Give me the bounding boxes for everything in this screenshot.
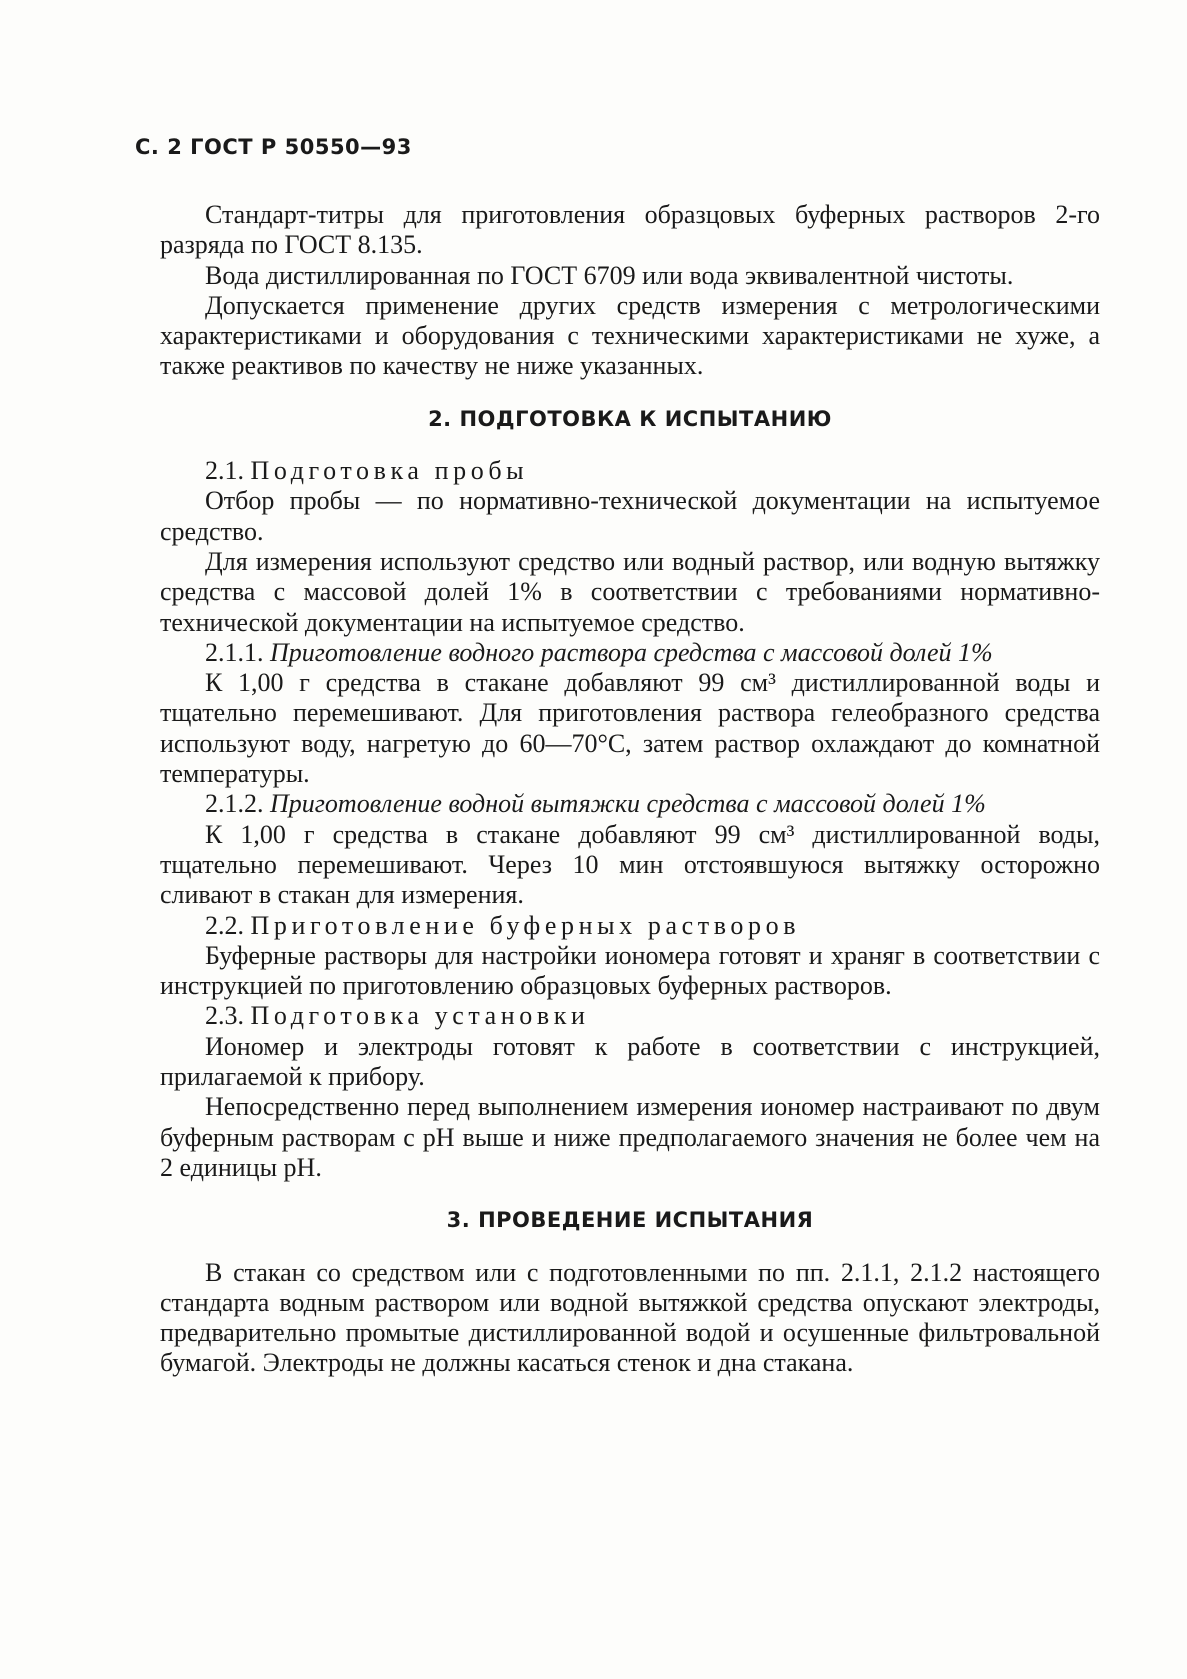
subsection-2-1-2-heading xyxy=(160,789,1100,819)
subsection-number: 2.2. xyxy=(205,910,244,940)
intro-paragraph-3: Допускается применение других средств измерения с метрологическими характеристиками и оборудования с техническими характеристиками не хуже, а также реактивов по качеству не ниже указанных. xyxy=(160,290,1100,381)
paragraph-2-3-b: Непосредственно перед выполнением измерения иономер настраивают по двум буферным растворам с рН выше и ниже предполагаемого значения не более чем на 2 единицы рН. xyxy=(160,1092,1100,1182)
section-2-title: 2. ПОДГОТОВКА К ИСПЫТАНИЮ xyxy=(428,406,832,431)
paragraph-2-1-1: К 1,00 г средства в стакане добавляют 99 см³ дистиллированной воды и тщательно перемешивают. Для приготовления раствора гелеобразного средства используют воду, нагретую до 60—70°С, затем раствор охлаждают до комнатной температуры. xyxy=(160,668,1100,789)
intro-paragraph-2: Вода дистиллированная по ГОСТ 6709 или вода эквивалентной чистоты. xyxy=(205,260,1014,290)
subsection-number: 2.1.1. xyxy=(205,637,264,667)
paragraph-2-2: Буферные растворы для настройки иономера готовят и храняг в соответствии с инструкцией по приготовлению образцовых буферных растворов. xyxy=(160,940,1100,1001)
subsection-2-2-heading xyxy=(160,911,1100,941)
paragraph-2-1-a: Отбор пробы — по нормативно-технической документации на испытуемое средство. xyxy=(160,486,1100,546)
page-header: С. 2 ГОСТ Р 50550—93 xyxy=(135,135,412,159)
intro-paragraph-1: Стандарт-титры для приготовления образцовых буферных растворов 2-го разряда по ГОСТ 8.135. xyxy=(160,200,1100,260)
section-3-title: 3. ПРОВЕДЕНИЕ ИСПЫТАНИЯ xyxy=(446,1208,814,1233)
paragraph-2-1-2: К 1,00 г средства в стакане добавляют 99 см³ дистиллированной воды, тщательно перемешивают. Через 10 мин отстоявшуюся вытяжку осторожно сливают в стакан для измерения. xyxy=(160,819,1100,910)
subsection-title: Приготовление водной вытяжки средства с массовой долей 1% xyxy=(270,789,986,819)
document-body xyxy=(160,200,1100,1379)
subsection-2-1-1-heading xyxy=(160,638,1100,668)
subsection-title: Приготовление буферных растворов xyxy=(250,910,801,940)
paragraph-2-1-b: Для измерения используют средство или водный раствор, или водную вытяжку средства с массовой долей 1% в соответствии с требованиями нормативно-технической документации на испытуемое средство. xyxy=(160,546,1100,637)
subsection-number: 2.3. xyxy=(205,1001,244,1031)
subsection-2-3-heading xyxy=(160,1001,1100,1031)
paragraph-2-3-a: Иономер и электроды готовят к работе в соответствии с инструкцией, прилагаемой к прибору. xyxy=(160,1031,1100,1092)
subsection-number: 2.1. xyxy=(205,456,244,486)
paragraph-3-1: В стакан со средством или с подготовленными по пп. 2.1.1, 2.1.2 настоящего стандарта водным раствором или водной вытяжкой средства опускают электроды, предварительно промытые дистиллированной водой и осушенные фильтровальной бумагой. Электроды не должны касаться стенок и дна стакана. xyxy=(160,1257,1100,1378)
subsection-title: Приготовление водного раствора средства с массовой долей 1% xyxy=(270,637,993,667)
subsection-number: 2.1.2. xyxy=(205,789,264,819)
subsection-title: Подготовка установки xyxy=(250,1001,590,1031)
subsection-title: Подготовка пробы xyxy=(250,456,529,486)
subsection-2-1-heading xyxy=(160,456,1100,486)
